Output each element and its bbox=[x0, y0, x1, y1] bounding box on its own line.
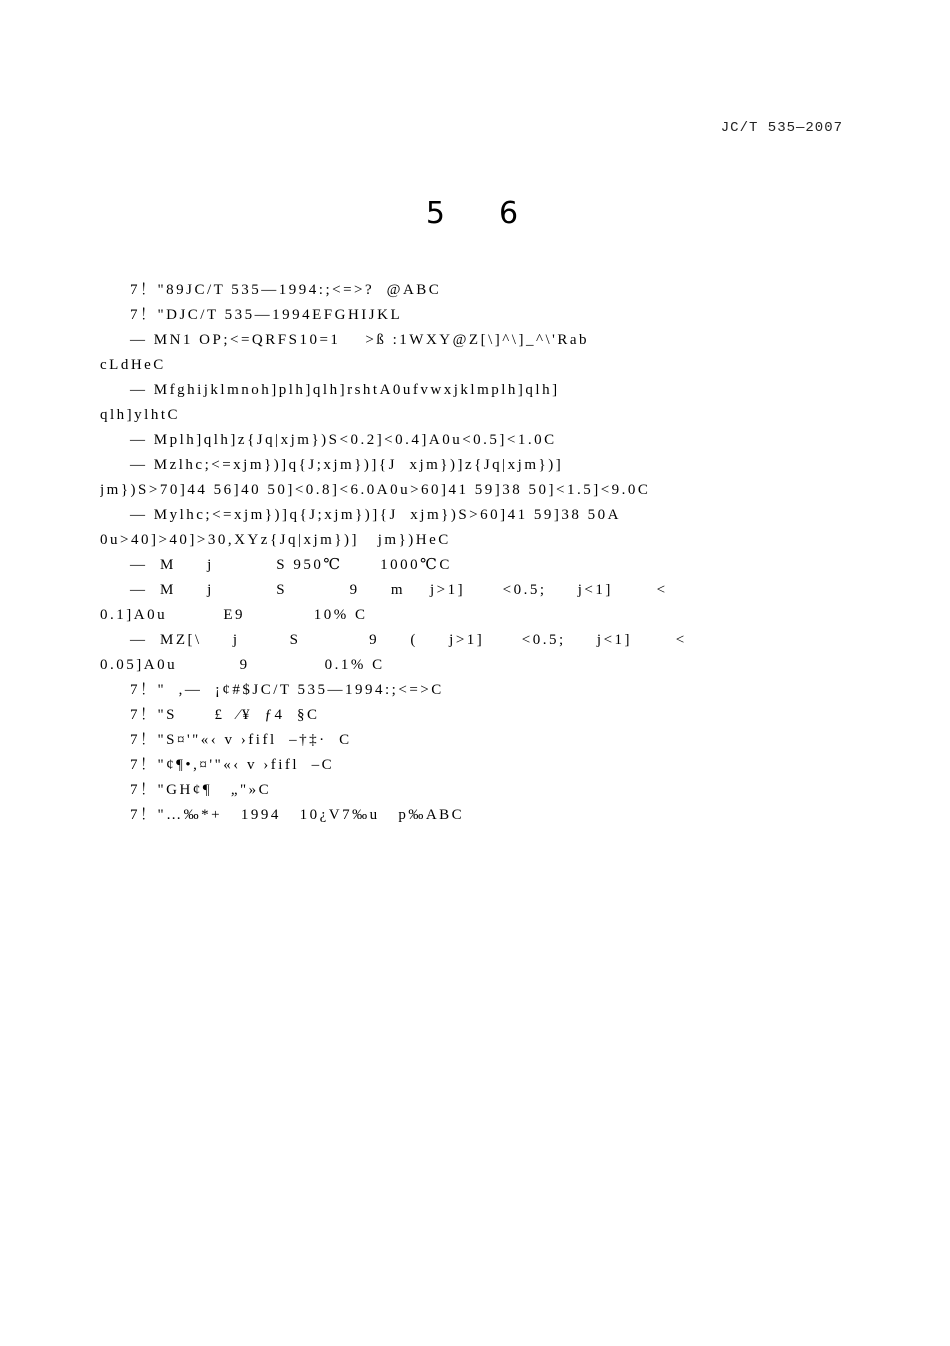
body-line-21: 7！"GH¢¶ „"»C bbox=[130, 782, 272, 798]
page-title bbox=[0, 196, 950, 231]
title-left: 5 bbox=[425, 196, 451, 231]
body-line-7: — Mplh]qlh]z{Jq|xjm})S<0.2]<0.4]A0u<0.5]<1.0C bbox=[130, 432, 557, 448]
body-line-19: 7！"S¤'"«‹ v ›fifl –†‡· C bbox=[130, 732, 352, 748]
body-line-18: 7！"S £ ⁄¥ ƒ4 §C bbox=[130, 707, 320, 723]
body-line-2: 7！"DJC/T 535—1994EFGHIJKL bbox=[130, 307, 403, 323]
body-line-10: — Mylhc;<=xjm})]q{J;xjm})]{J xjm})S>60]41 59]38 50A bbox=[130, 507, 621, 523]
body-line-12: — M j S 950℃ 1000℃C bbox=[130, 557, 452, 573]
body-line-13: — M j S 9 m j>1] <0.5; j<1] < bbox=[130, 582, 668, 598]
body-line-4: cLdHeC bbox=[100, 357, 166, 373]
body-line-16: 0.05]A0u 9 0.1% C bbox=[100, 657, 385, 673]
body-line-22: 7！"…‰*+ 1994 10¿V7‰u p‰ABC bbox=[130, 807, 465, 823]
document-body bbox=[100, 278, 845, 828]
body-line-5: — Mfghijklmnoh]plh]qlh]rshtA0ufvwxjklmplh]qlh] bbox=[130, 382, 560, 398]
title-right: 6 bbox=[499, 196, 525, 231]
body-line-14: 0.1]A0u E9 10% C bbox=[100, 607, 368, 623]
body-line-3: — MN1 OP;<=QRFS10=1 >ß :1WXY@Z[\]^\]_^\'Rab bbox=[130, 332, 590, 348]
body-line-11: 0u>40]>40]>30,XYz{Jq|xjm})] jm})HeC bbox=[100, 532, 451, 548]
body-line-20: 7！"¢¶•,¤'"«‹ v ›fifl –C bbox=[130, 757, 335, 773]
body-line-1: 7！"89JC/T 535—1994:;<=>? @ABC bbox=[130, 282, 442, 298]
body-line-17: 7！" ,— ¡¢#$JC/T 535—1994:;<=>C bbox=[130, 682, 444, 698]
body-line-15: — MZ[\ j S 9 ( j>1] <0.5; j<1] < bbox=[130, 632, 687, 648]
body-line-9: jm})S>70]44 56]40 50]<0.8]<6.0A0u>60]41 59]38 50]<1.5]<9.0C bbox=[100, 482, 651, 498]
body-line-6: qlh]ylhtC bbox=[100, 407, 181, 423]
standard-code: JC/T 535—2007 bbox=[720, 120, 843, 136]
body-line-8: — Mzlhc;<=xjm})]q{J;xjm})]{J xjm})]z{Jq|xjm})] bbox=[130, 457, 564, 473]
